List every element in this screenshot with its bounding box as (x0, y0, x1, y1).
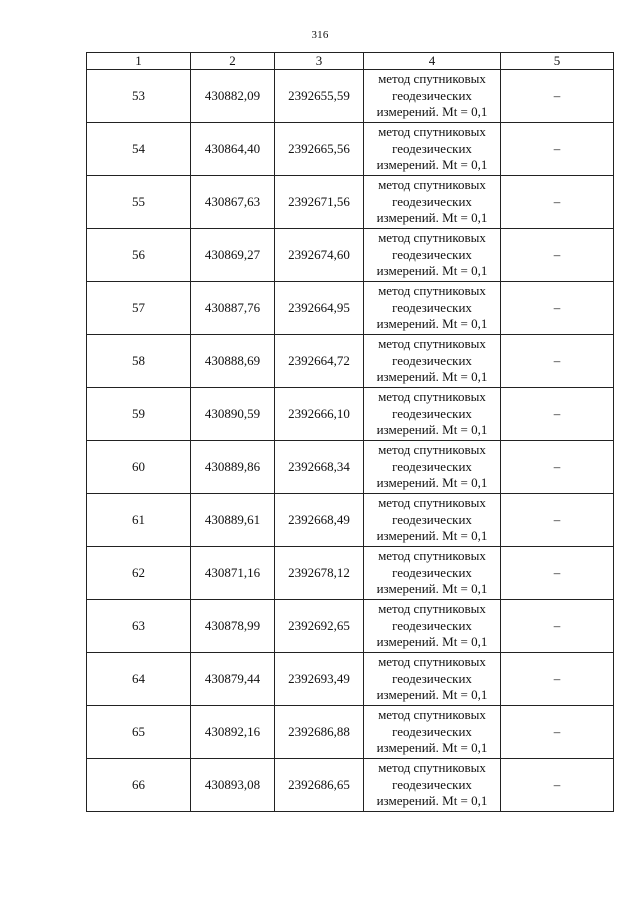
x-coordinate-cell: 430889,86 (191, 441, 275, 494)
x-coordinate-cell: 430879,44 (191, 653, 275, 706)
table-row (87, 547, 614, 600)
method-line: измерений. Mt = 0,1 (376, 316, 488, 332)
method-line: измерений. Mt = 0,1 (376, 528, 488, 544)
method-line: геодезических (392, 352, 472, 368)
table-row (87, 600, 614, 653)
point-number-cell: 65 (87, 706, 191, 759)
method-line: геодезических (392, 458, 472, 474)
column-header-3: 3 (275, 53, 364, 70)
method-line: измерений. Mt = 0,1 (376, 157, 488, 173)
method-line: метод спутниковых (378, 495, 486, 511)
method-cell (364, 600, 501, 653)
note-cell: – (501, 282, 614, 335)
column-header-5: 5 (501, 53, 614, 70)
y-coordinate-cell: 2392678,12 (275, 547, 364, 600)
table-row (87, 706, 614, 759)
y-coordinate-cell: 2392693,49 (275, 653, 364, 706)
method-cell (364, 123, 501, 176)
y-coordinate-cell: 2392668,34 (275, 441, 364, 494)
method-line: измерений. Mt = 0,1 (376, 422, 488, 438)
y-coordinate-cell: 2392692,65 (275, 600, 364, 653)
x-coordinate-cell: 430878,99 (191, 600, 275, 653)
coordinates-table (86, 52, 614, 812)
note-cell: – (501, 335, 614, 388)
method-line: измерений. Mt = 0,1 (376, 581, 488, 597)
point-number-cell: 54 (87, 123, 191, 176)
table-row (87, 653, 614, 706)
method-line: метод спутниковых (378, 654, 486, 670)
method-line: метод спутниковых (378, 336, 486, 352)
x-coordinate-cell: 430871,16 (191, 547, 275, 600)
method-line: геодезических (392, 140, 472, 156)
x-coordinate-cell: 430889,61 (191, 494, 275, 547)
table-row (87, 441, 614, 494)
table-row (87, 123, 614, 176)
y-coordinate-cell: 2392674,60 (275, 229, 364, 282)
point-number-cell: 63 (87, 600, 191, 653)
y-coordinate-cell: 2392664,95 (275, 282, 364, 335)
x-coordinate-cell: 430893,08 (191, 759, 275, 812)
method-line: геодезических (392, 299, 472, 315)
y-coordinate-cell: 2392666,10 (275, 388, 364, 441)
column-header-4: 4 (364, 53, 501, 70)
method-line: измерений. Mt = 0,1 (376, 687, 488, 703)
method-line: измерений. Mt = 0,1 (376, 210, 488, 226)
point-number-cell: 53 (87, 70, 191, 123)
table-row (87, 282, 614, 335)
method-cell (364, 335, 501, 388)
method-line: измерений. Mt = 0,1 (376, 263, 488, 279)
method-line: метод спутниковых (378, 548, 486, 564)
x-coordinate-cell: 430892,16 (191, 706, 275, 759)
method-cell (364, 759, 501, 812)
x-coordinate-cell: 430882,09 (191, 70, 275, 123)
table-row (87, 229, 614, 282)
point-number-cell: 58 (87, 335, 191, 388)
method-cell (364, 282, 501, 335)
method-line: метод спутниковых (378, 230, 486, 246)
method-line: метод спутниковых (378, 283, 486, 299)
point-number-cell: 59 (87, 388, 191, 441)
note-cell: – (501, 229, 614, 282)
method-cell (364, 494, 501, 547)
note-cell: – (501, 494, 614, 547)
y-coordinate-cell: 2392664,72 (275, 335, 364, 388)
method-line: метод спутниковых (378, 601, 486, 617)
method-line: геодезических (392, 617, 472, 633)
x-coordinate-cell: 430867,63 (191, 176, 275, 229)
point-number-cell: 62 (87, 547, 191, 600)
y-coordinate-cell: 2392665,56 (275, 123, 364, 176)
method-line: геодезических (392, 670, 472, 686)
table-header-row (87, 53, 614, 70)
method-line: метод спутниковых (378, 707, 486, 723)
method-cell (364, 706, 501, 759)
method-line: измерений. Mt = 0,1 (376, 104, 488, 120)
method-cell (364, 388, 501, 441)
method-line: геодезических (392, 193, 472, 209)
y-coordinate-cell: 2392686,88 (275, 706, 364, 759)
method-line: измерений. Mt = 0,1 (376, 475, 488, 491)
method-line: измерений. Mt = 0,1 (376, 369, 488, 385)
x-coordinate-cell: 430888,69 (191, 335, 275, 388)
note-cell: – (501, 176, 614, 229)
method-line: измерений. Mt = 0,1 (376, 740, 488, 756)
method-line: метод спутниковых (378, 442, 486, 458)
method-line: геодезических (392, 246, 472, 262)
x-coordinate-cell: 430864,40 (191, 123, 275, 176)
method-line: метод спутниковых (378, 177, 486, 193)
point-number-cell: 55 (87, 176, 191, 229)
method-cell (364, 176, 501, 229)
note-cell: – (501, 388, 614, 441)
method-cell (364, 653, 501, 706)
method-line: измерений. Mt = 0,1 (376, 634, 488, 650)
point-number-cell: 56 (87, 229, 191, 282)
y-coordinate-cell: 2392686,65 (275, 759, 364, 812)
method-cell (364, 441, 501, 494)
table-row (87, 494, 614, 547)
method-line: измерений. Mt = 0,1 (376, 793, 488, 809)
x-coordinate-cell: 430887,76 (191, 282, 275, 335)
column-header-1: 1 (87, 53, 191, 70)
note-cell: – (501, 706, 614, 759)
point-number-cell: 64 (87, 653, 191, 706)
note-cell: – (501, 653, 614, 706)
note-cell: – (501, 600, 614, 653)
method-line: метод спутниковых (378, 760, 486, 776)
method-line: метод спутниковых (378, 389, 486, 405)
method-line: геодезических (392, 776, 472, 792)
y-coordinate-cell: 2392655,59 (275, 70, 364, 123)
method-cell (364, 547, 501, 600)
table-row (87, 388, 614, 441)
page-number: 316 (311, 29, 329, 41)
point-number-cell: 66 (87, 759, 191, 812)
note-cell: – (501, 123, 614, 176)
note-cell: – (501, 547, 614, 600)
table-row (87, 176, 614, 229)
table-row (87, 335, 614, 388)
column-header-2: 2 (191, 53, 275, 70)
note-cell: – (501, 70, 614, 123)
note-cell: – (501, 759, 614, 812)
table-row (87, 70, 614, 123)
x-coordinate-cell: 430869,27 (191, 229, 275, 282)
point-number-cell: 61 (87, 494, 191, 547)
x-coordinate-cell: 430890,59 (191, 388, 275, 441)
method-line: геодезических (392, 723, 472, 739)
table-row (87, 759, 614, 812)
method-cell (364, 70, 501, 123)
point-number-cell: 57 (87, 282, 191, 335)
point-number-cell: 60 (87, 441, 191, 494)
method-line: метод спутниковых (378, 124, 486, 140)
method-line: геодезических (392, 405, 472, 421)
method-line: метод спутниковых (378, 71, 486, 87)
table-body (87, 70, 614, 812)
y-coordinate-cell: 2392668,49 (275, 494, 364, 547)
y-coordinate-cell: 2392671,56 (275, 176, 364, 229)
method-line: геодезических (392, 87, 472, 103)
method-line: геодезических (392, 511, 472, 527)
method-line: геодезических (392, 564, 472, 580)
method-cell (364, 229, 501, 282)
note-cell: – (501, 441, 614, 494)
